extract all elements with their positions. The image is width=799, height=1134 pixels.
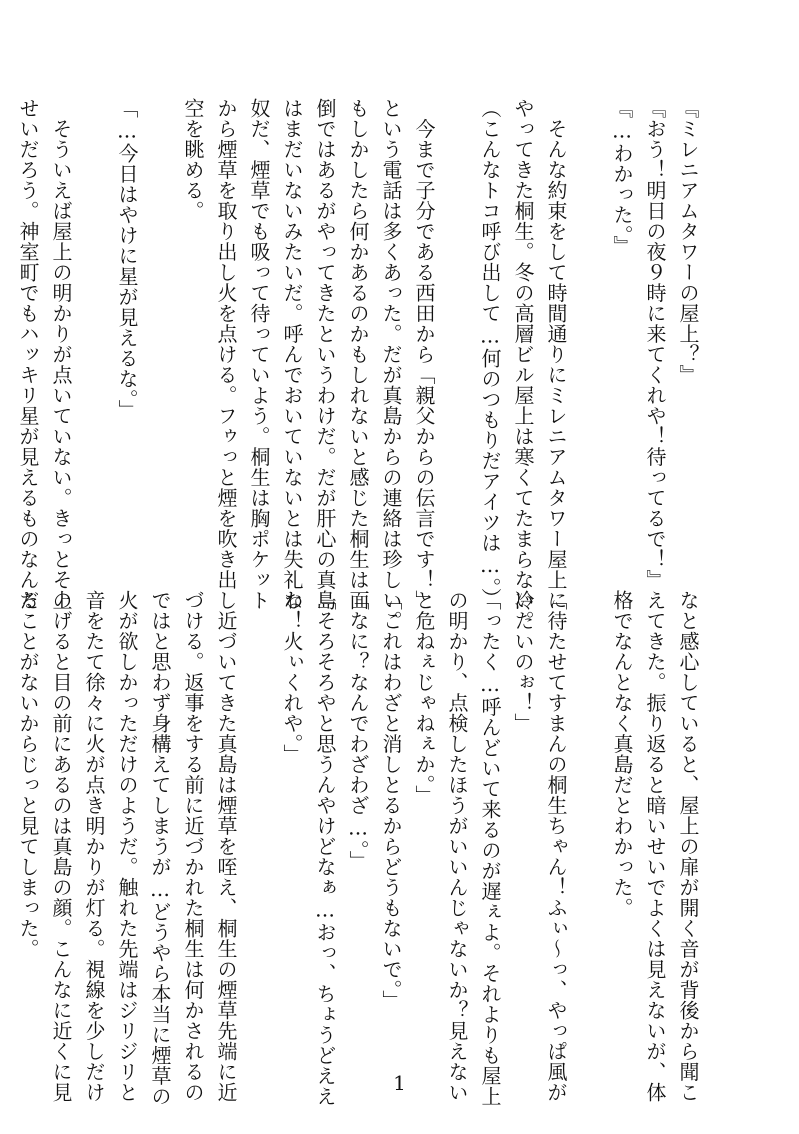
text-line: そういえば屋上の明かりが点いていない。きっとその	[49, 98, 73, 611]
text-line: 『…わかった。』	[610, 98, 634, 256]
text-line: 上げると目の前にあるのは真島の顔。こんなに近くに見	[49, 590, 73, 1103]
text-line: 「なに？なんでわざわざ…。」	[346, 590, 370, 871]
text-line: もしかしたら何かあるのかもしれないと感じた桐生は面	[346, 98, 370, 611]
text-line: 近づいてきた真島は煙草を咥え、桐生の煙草先端に近	[214, 590, 238, 1103]
text-line: 冷たいのぉ！」	[511, 590, 535, 734]
text-line: 『おう！明日の夜９時に来てくれや！待ってるで！』	[643, 98, 667, 590]
text-line: せいだろう。神室町でもハッキリ星が見えるものなんだ	[16, 98, 40, 611]
page-number: 1	[393, 1071, 406, 1095]
text-line: の明かり、点検したほうがいいんじゃないか？見えない	[445, 590, 469, 1103]
text-line: づける。返事をする前に近づかれた桐生は何かされるの	[181, 590, 205, 1103]
text-line: 「…今日はやけに星が見えるな。」	[115, 98, 139, 420]
text-line: そんな約束をして時間通りにミレニアムタワー屋上に	[544, 98, 568, 611]
text-line: 空を眺める。	[181, 98, 205, 221]
text-line: （こんなトコ呼び出して…何のつもりだアイツは…。）	[478, 98, 502, 609]
text-line: えてきた。振り返ると暗いせいでよくは見えないが、体	[643, 590, 667, 1103]
text-line: 格でなんとなく真島だとわかった。	[610, 590, 634, 918]
blank-line	[143, 98, 176, 553]
text-line: 倒ではあるがやってきたというわけだ。だが肝心の真島	[313, 98, 337, 611]
text-line: やってきた桐生。冬の高層ビル屋上は寒くてたまらない。	[511, 98, 535, 631]
text-line: 今まで子分である西田から「親父からの伝言です！」	[412, 98, 436, 611]
blank-line	[77, 98, 110, 553]
blank-line	[440, 98, 473, 553]
text-line: 「これはわざと消しとるからどうもないで。」	[379, 590, 403, 1011]
text-line: ることがないからじっと見てしまった。	[16, 590, 40, 959]
text-line: はまだいないみたいだ。呼んでおいていないとは失礼な	[280, 98, 304, 611]
text-line: 「そろそろやと思うんやけどなぁ…おっ、ちょうどええ	[313, 590, 337, 1107]
text-line: 「ったく…呼んどいて来るのが遅ぇよ。それよりも屋上	[478, 590, 502, 1107]
text-line: ではと思わず身構えてしまうが…どうやら本当に煙草の	[148, 590, 172, 1107]
text-line: 音をたて徐々に火が点き明かりが灯る。視線を少しだけ	[82, 590, 106, 1103]
text-line: 火が欲しかっただけのようだ。触れた先端はジリジリと	[115, 590, 139, 1103]
blank-line	[572, 590, 605, 1060]
text-line: 『ミレニアムタワーの屋上？』	[676, 98, 700, 385]
text-line: という電話は多くあった。だが真島からの連絡は珍しい。	[379, 98, 403, 631]
text-line: 奴だ、煙草でも吸って待っていよう。桐生は胸ポケット	[247, 98, 271, 611]
text-line: と危ねぇじゃねぇか。」	[412, 590, 436, 806]
text-line: わ！火ぃくれや。」	[280, 590, 304, 765]
bottom-text-block	[16, 590, 704, 1107]
blank-line	[572, 98, 605, 553]
top-text-block	[16, 98, 704, 631]
text-line: から煙草を取り出し火を点ける。フゥっと煙を吹き出し	[214, 98, 238, 611]
text-line: なと感心していると、屋上の扉が開く音が背後から聞こ	[676, 590, 700, 1103]
text-line: 「待たせてすまんの桐生ちゃん！ふぃ〜っ、やっぱ風が	[544, 590, 568, 1103]
blank-line	[242, 590, 275, 1060]
